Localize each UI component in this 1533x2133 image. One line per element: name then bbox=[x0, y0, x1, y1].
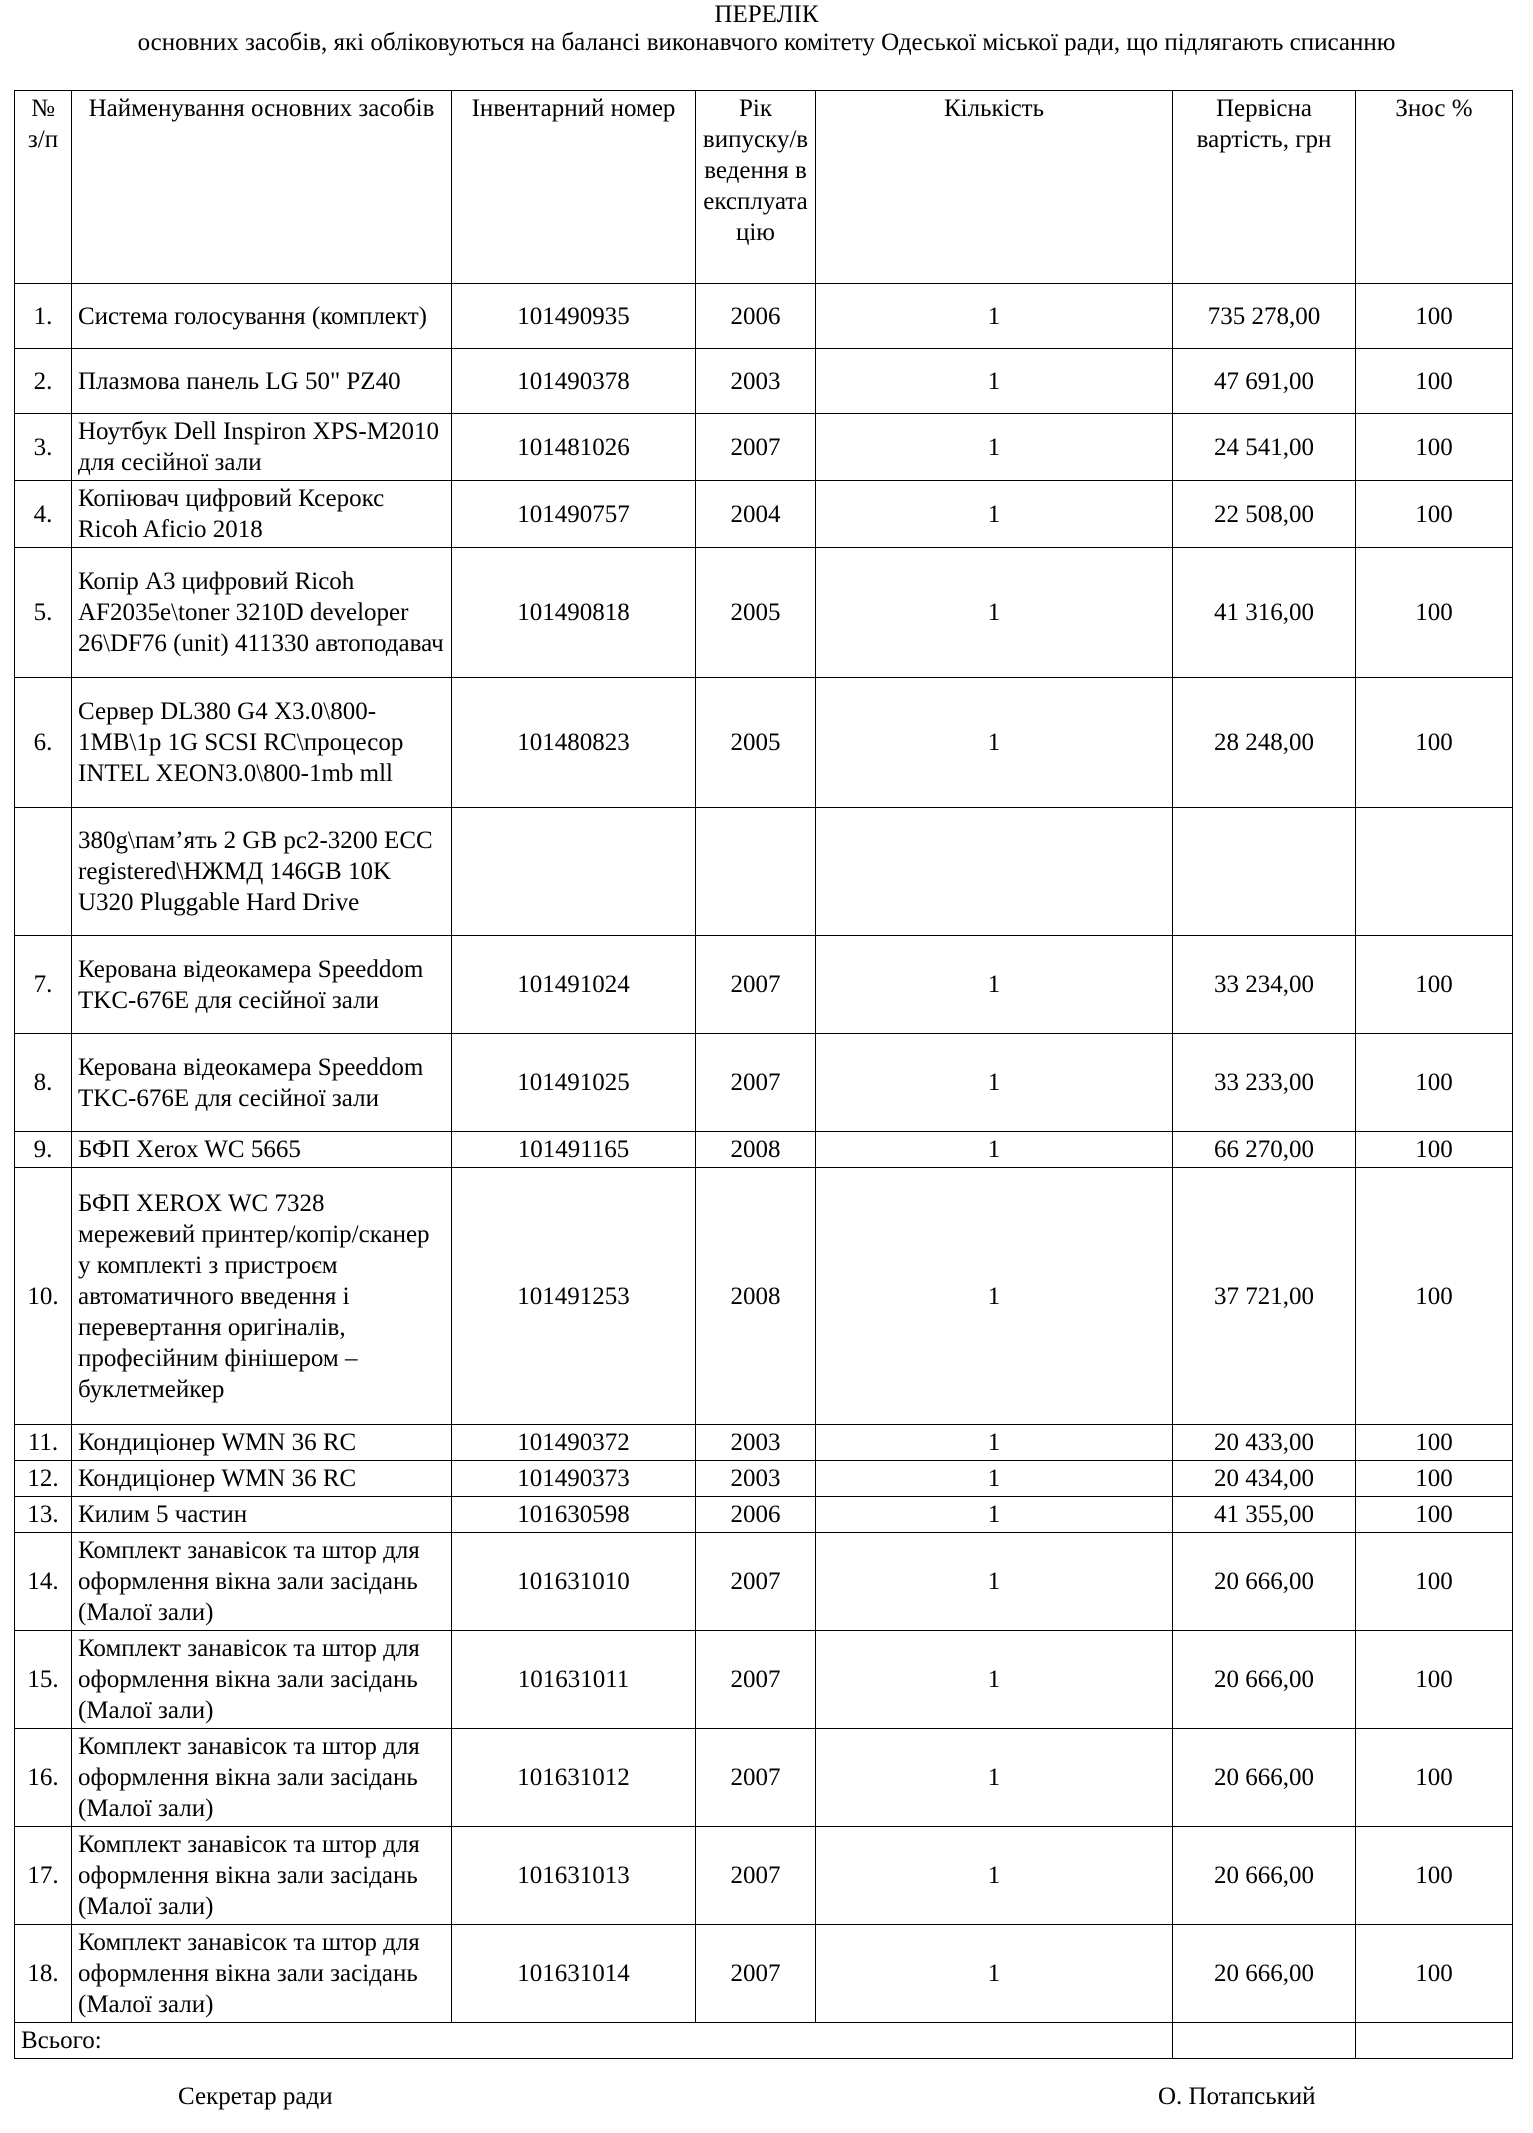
row-name: Килим 5 частин bbox=[72, 1497, 452, 1533]
row-quantity: 1 bbox=[816, 1925, 1173, 2023]
row-wear: 100 bbox=[1356, 284, 1513, 349]
row-num: 13. bbox=[15, 1497, 72, 1533]
row-quantity: 1 bbox=[816, 1425, 1173, 1461]
row-num: 9. bbox=[15, 1132, 72, 1168]
row-year: 2008 bbox=[696, 1168, 816, 1425]
row-name: Комплект занавісок та штор для оформлення вікна зали засідань (Малої зали) bbox=[72, 1925, 452, 2023]
row-quantity: 1 bbox=[816, 481, 1173, 548]
row-inventory: 101631011 bbox=[452, 1631, 696, 1729]
row-inventory: 101631014 bbox=[452, 1925, 696, 2023]
row-year: 2003 bbox=[696, 1425, 816, 1461]
row-inventory: 101631013 bbox=[452, 1827, 696, 1925]
total-cost bbox=[1173, 2023, 1356, 2059]
row-year-continuation bbox=[696, 808, 816, 936]
row-wear: 100 bbox=[1356, 414, 1513, 481]
row-inventory: 101480823 bbox=[452, 678, 696, 808]
row-year: 2004 bbox=[696, 481, 816, 548]
row-inventory: 101491024 bbox=[452, 936, 696, 1034]
row-name: БФП Xerox WC 5665 bbox=[72, 1132, 452, 1168]
row-name: Комплект занавісок та штор для оформлення вікна зали засідань (Малої зали) bbox=[72, 1729, 452, 1827]
row-num-continuation bbox=[15, 808, 72, 936]
row-num: 7. bbox=[15, 936, 72, 1034]
row-inventory: 101490818 bbox=[452, 548, 696, 678]
row-wear: 100 bbox=[1356, 1925, 1513, 2023]
row-name: Система голосування (комплект) bbox=[72, 284, 452, 349]
row-wear-continuation bbox=[1356, 808, 1513, 936]
row-inventory: 101491025 bbox=[452, 1034, 696, 1132]
row-cost: 20 666,00 bbox=[1173, 1925, 1356, 2023]
row-wear: 100 bbox=[1356, 349, 1513, 414]
row-num: 1. bbox=[15, 284, 72, 349]
table-row bbox=[15, 284, 1513, 349]
row-quantity: 1 bbox=[816, 1729, 1173, 1827]
table-row bbox=[15, 1729, 1513, 1827]
row-year: 2006 bbox=[696, 284, 816, 349]
row-inventory-continuation bbox=[452, 808, 696, 936]
header-year: Рік випуску/в ведення в експлуата цію bbox=[696, 91, 816, 284]
row-quantity: 1 bbox=[816, 678, 1173, 808]
row-year: 2007 bbox=[696, 414, 816, 481]
row-cost: 47 691,00 bbox=[1173, 349, 1356, 414]
header-num: № з/п bbox=[15, 91, 72, 284]
table-row-continuation bbox=[15, 808, 1513, 936]
row-year: 2003 bbox=[696, 1461, 816, 1497]
row-quantity: 1 bbox=[816, 548, 1173, 678]
row-inventory: 101481026 bbox=[452, 414, 696, 481]
document-title: ПЕРЕЛІК bbox=[714, 1, 819, 28]
row-year: 2007 bbox=[696, 1925, 816, 2023]
table-row bbox=[15, 678, 1513, 808]
row-inventory: 101490373 bbox=[452, 1461, 696, 1497]
table-row bbox=[15, 1132, 1513, 1168]
row-inventory: 101491253 bbox=[452, 1168, 696, 1425]
row-inventory: 101490757 bbox=[452, 481, 696, 548]
row-quantity-continuation bbox=[816, 808, 1173, 936]
row-num: 17. bbox=[15, 1827, 72, 1925]
table-row bbox=[15, 1461, 1513, 1497]
row-cost: 41 316,00 bbox=[1173, 548, 1356, 678]
row-wear: 100 bbox=[1356, 1132, 1513, 1168]
row-quantity: 1 bbox=[816, 1132, 1173, 1168]
row-quantity: 1 bbox=[816, 1168, 1173, 1425]
row-wear: 100 bbox=[1356, 1497, 1513, 1533]
table-row bbox=[15, 1925, 1513, 2023]
row-wear: 100 bbox=[1356, 678, 1513, 808]
row-quantity: 1 bbox=[816, 1827, 1173, 1925]
row-inventory: 101490378 bbox=[452, 349, 696, 414]
row-cost: 66 270,00 bbox=[1173, 1132, 1356, 1168]
secretary-position: Секретар ради bbox=[178, 2083, 333, 2110]
row-year: 2007 bbox=[696, 936, 816, 1034]
row-cost: 41 355,00 bbox=[1173, 1497, 1356, 1533]
row-inventory: 101631012 bbox=[452, 1729, 696, 1827]
row-name: Сервер DL380 G4 X3.0\800-1MB\1p 1G SCSI RC\процесор INTEL XEON3.0\800-1mb mll bbox=[72, 678, 452, 808]
row-name-continuation: 380g\пам’ять 2 GB pc2-3200 ECC registered\НЖМД 146GB 10K U320 Pluggable Hard Drive bbox=[72, 808, 452, 936]
row-cost: 24 541,00 bbox=[1173, 414, 1356, 481]
table-row bbox=[15, 349, 1513, 414]
row-name: Комплект занавісок та штор для оформлення вікна зали засідань (Малої зали) bbox=[72, 1533, 452, 1631]
row-wear: 100 bbox=[1356, 1729, 1513, 1827]
row-inventory: 101490935 bbox=[452, 284, 696, 349]
assets-table bbox=[14, 90, 1513, 2059]
row-cost: 37 721,00 bbox=[1173, 1168, 1356, 1425]
row-inventory: 101631010 bbox=[452, 1533, 696, 1631]
row-name: Керована відеокамера Speeddom TKC-676E для сесійної зали bbox=[72, 936, 452, 1034]
row-num: 3. bbox=[15, 414, 72, 481]
row-name: Ноутбук Dell Inspiron XPS-M2010 для сесійної зали bbox=[72, 414, 452, 481]
row-quantity: 1 bbox=[816, 1631, 1173, 1729]
row-cost: 735 278,00 bbox=[1173, 284, 1356, 349]
row-wear: 100 bbox=[1356, 1631, 1513, 1729]
row-wear: 100 bbox=[1356, 936, 1513, 1034]
row-cost: 33 233,00 bbox=[1173, 1034, 1356, 1132]
row-wear: 100 bbox=[1356, 548, 1513, 678]
row-quantity: 1 bbox=[816, 1034, 1173, 1132]
row-num: 15. bbox=[15, 1631, 72, 1729]
row-cost: 28 248,00 bbox=[1173, 678, 1356, 808]
row-year: 2005 bbox=[696, 548, 816, 678]
row-year: 2007 bbox=[696, 1034, 816, 1132]
row-cost: 20 666,00 bbox=[1173, 1533, 1356, 1631]
row-name: Кондиціонер WMN 36 RC bbox=[72, 1461, 452, 1497]
row-inventory: 101491165 bbox=[452, 1132, 696, 1168]
row-name: Копіювач цифровий Ксерокс Ricoh Aficio 2018 bbox=[72, 481, 452, 548]
row-quantity: 1 bbox=[816, 414, 1173, 481]
row-num: 14. bbox=[15, 1533, 72, 1631]
row-name: Комплект занавісок та штор для оформлення вікна зали засідань (Малої зали) bbox=[72, 1827, 452, 1925]
table-row bbox=[15, 1425, 1513, 1461]
row-year: 2005 bbox=[696, 678, 816, 808]
table-row bbox=[15, 481, 1513, 548]
row-num: 11. bbox=[15, 1425, 72, 1461]
signatory-name: О. Потапський bbox=[1158, 2083, 1316, 2110]
total-wear bbox=[1356, 2023, 1513, 2059]
row-year: 2007 bbox=[696, 1533, 816, 1631]
row-year: 2007 bbox=[696, 1827, 816, 1925]
row-inventory: 101490372 bbox=[452, 1425, 696, 1461]
row-cost: 20 434,00 bbox=[1173, 1461, 1356, 1497]
table-row bbox=[15, 1827, 1513, 1925]
row-cost: 33 234,00 bbox=[1173, 936, 1356, 1034]
row-num: 12. bbox=[15, 1461, 72, 1497]
row-year: 2006 bbox=[696, 1497, 816, 1533]
row-name: Кондиціонер WMN 36 RC bbox=[72, 1425, 452, 1461]
row-wear: 100 bbox=[1356, 1034, 1513, 1132]
row-cost: 20 666,00 bbox=[1173, 1729, 1356, 1827]
header-cost: Первісна вартість, грн bbox=[1173, 91, 1356, 284]
row-year: 2003 bbox=[696, 349, 816, 414]
row-year: 2007 bbox=[696, 1631, 816, 1729]
table-header-row bbox=[15, 91, 1513, 284]
table-row bbox=[15, 1034, 1513, 1132]
row-wear: 100 bbox=[1356, 1533, 1513, 1631]
row-cost: 20 433,00 bbox=[1173, 1425, 1356, 1461]
row-inventory: 101630598 bbox=[452, 1497, 696, 1533]
row-cost: 22 508,00 bbox=[1173, 481, 1356, 548]
row-num: 8. bbox=[15, 1034, 72, 1132]
row-wear: 100 bbox=[1356, 1827, 1513, 1925]
row-cost-continuation bbox=[1173, 808, 1356, 936]
table-row bbox=[15, 1497, 1513, 1533]
row-num: 10. bbox=[15, 1168, 72, 1425]
row-cost: 20 666,00 bbox=[1173, 1827, 1356, 1925]
table-row bbox=[15, 1168, 1513, 1425]
row-wear: 100 bbox=[1356, 1168, 1513, 1425]
row-quantity: 1 bbox=[816, 284, 1173, 349]
row-num: 6. bbox=[15, 678, 72, 808]
row-num: 16. bbox=[15, 1729, 72, 1827]
table-row bbox=[15, 1631, 1513, 1729]
row-name: Комплект занавісок та штор для оформлення вікна зали засідань (Малої зали) bbox=[72, 1631, 452, 1729]
row-wear: 100 bbox=[1356, 1425, 1513, 1461]
row-num: 4. bbox=[15, 481, 72, 548]
row-quantity: 1 bbox=[816, 1533, 1173, 1631]
row-num: 18. bbox=[15, 1925, 72, 2023]
row-quantity: 1 bbox=[816, 349, 1173, 414]
total-row bbox=[15, 2023, 1513, 2059]
table-row bbox=[15, 548, 1513, 678]
table-row bbox=[15, 1533, 1513, 1631]
row-name: Плазмова панель LG 50" PZ40 bbox=[72, 349, 452, 414]
row-year: 2008 bbox=[696, 1132, 816, 1168]
header-name: Найменування основних засобів bbox=[72, 91, 452, 284]
row-quantity: 1 bbox=[816, 1461, 1173, 1497]
row-cost: 20 666,00 bbox=[1173, 1631, 1356, 1729]
row-num: 5. bbox=[15, 548, 72, 678]
table-row bbox=[15, 414, 1513, 481]
row-wear: 100 bbox=[1356, 1461, 1513, 1497]
document-subtitle: основних засобів, які обліковуються на балансі виконавчого комітету Одеської міської ради, що підлягають списанню bbox=[137, 29, 1396, 56]
header-wear: Знос % bbox=[1356, 91, 1513, 284]
row-name: Копір А3 цифровий Ricoh AF2035e\toner 3210D developer 26\DF76 (unit) 411330 автоподавач bbox=[72, 548, 452, 678]
header-quantity: Кількість bbox=[816, 91, 1173, 284]
row-quantity: 1 bbox=[816, 936, 1173, 1034]
total-label: Всього: bbox=[15, 2023, 1173, 2059]
row-name: Керована відеокамера Speeddom TKC-676E для сесійної зали bbox=[72, 1034, 452, 1132]
row-wear: 100 bbox=[1356, 481, 1513, 548]
row-num: 2. bbox=[15, 349, 72, 414]
header-inventory: Інвентарний номер bbox=[452, 91, 696, 284]
table-row bbox=[15, 936, 1513, 1034]
row-year: 2007 bbox=[696, 1729, 816, 1827]
row-quantity: 1 bbox=[816, 1497, 1173, 1533]
row-name: БФП XEROX WC 7328 мережевий принтер/копір/сканер у комплекті з пристроєм автоматичного введення і перевертання оригіналів, професійним фінішером – буклетмейкер bbox=[72, 1168, 452, 1425]
